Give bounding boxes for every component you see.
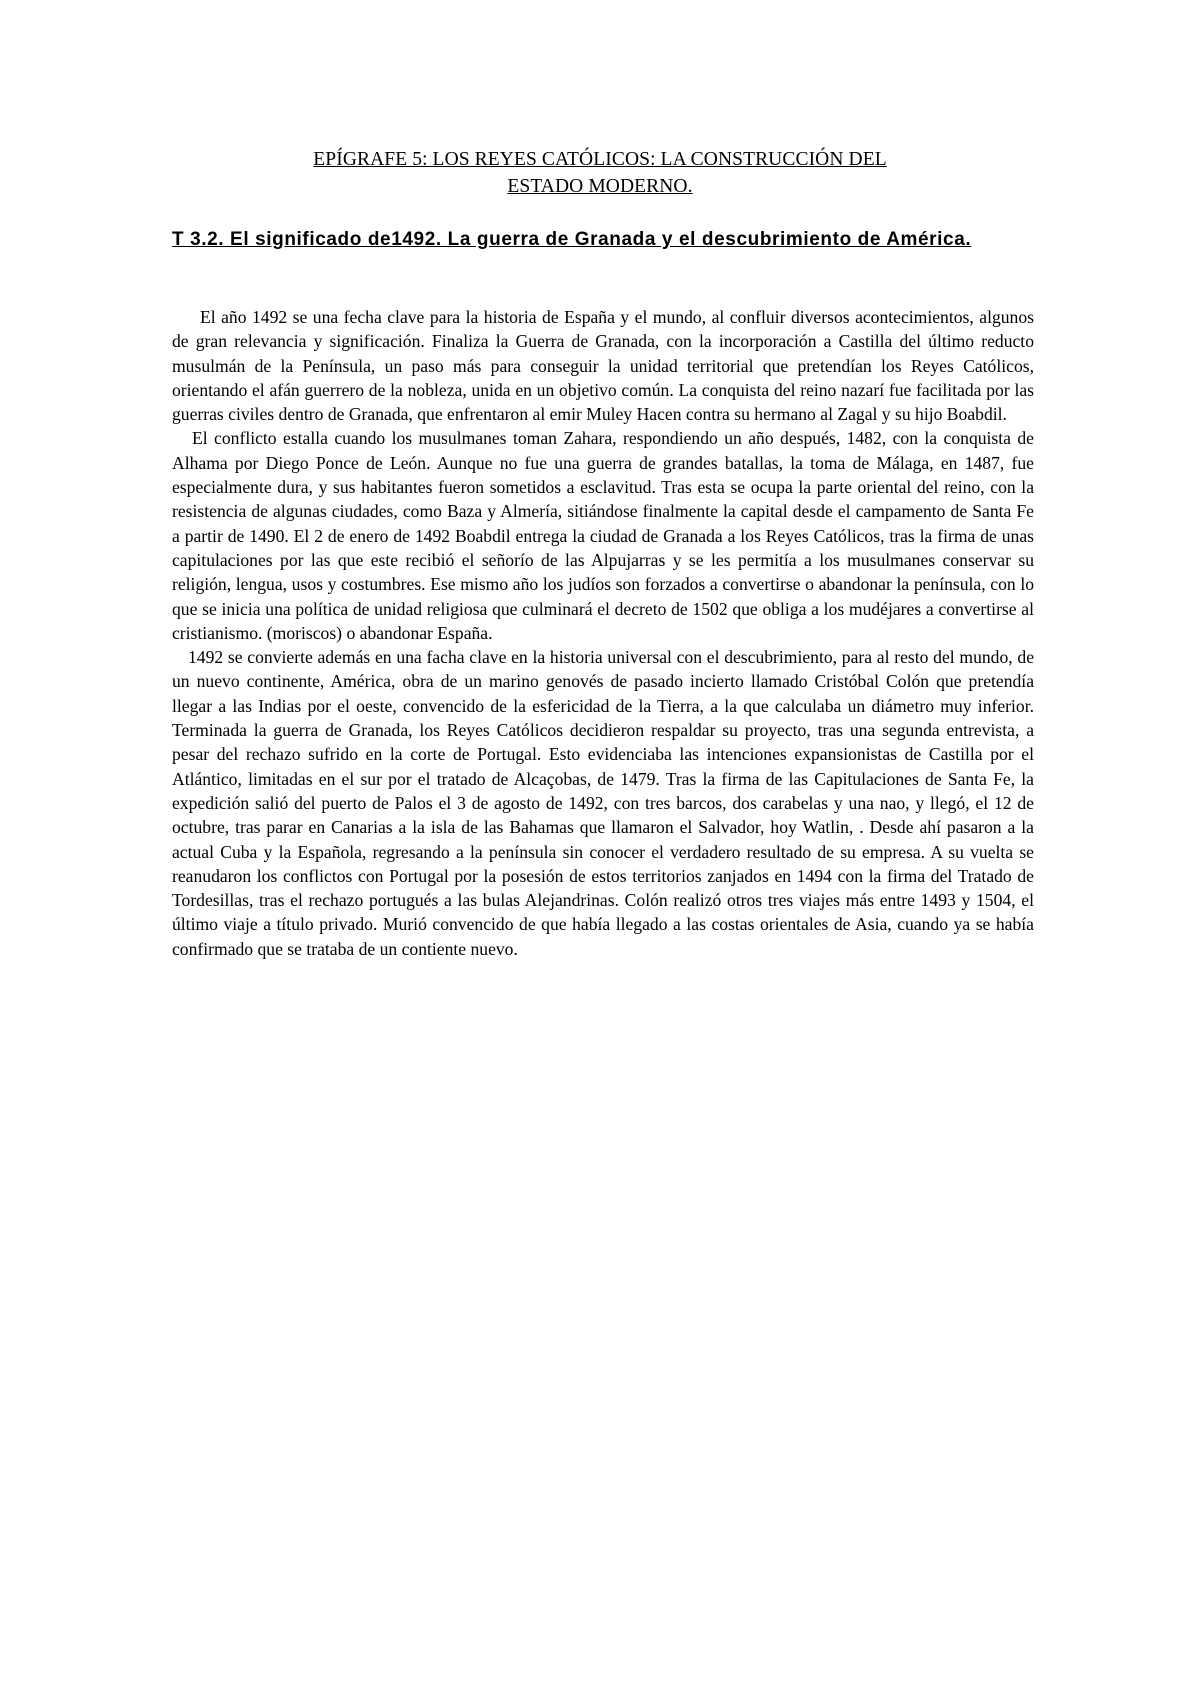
paragraph-2: El conflicto estalla cuando los musulmanes toman Zahara, respondiendo un año después, 1482, con la conquista de Alhama por Diego Ponce de León. Aunque no fue una guerra de grandes batallas, la toma de Málaga, en 1487, fue especialmente dura, y sus habitantes fueron sometidos a esclavitud. Tras esta se ocupa la parte oriental del reino, con la resistencia de algunas ciudades, como Baza y Almería, sitiándose finalmente la capital desde el campamento de Santa Fe a partir de 1490. El 2 de enero de 1492 Boabdil entrega la ciudad de Granada a los Reyes Católicos, tras la firma de unas capitulaciones por las que este recibió el señorío de las Alpujarras y se les permitía a los musulmanes conservar su religión, lengua, usos y costumbres. Ese mismo año los judíos son forzados a convertirse o abandonar la península, con lo que se inicia una política de unidad religiosa que culminará el decreto de 1502 que obliga a los mudéjares a convertirse al cristianismo. (moriscos) o abandonar España. [172, 428, 1034, 643]
section-heading: T 3.2. El significado de1492. La guerra de Granada y el descubrimiento de América. [172, 229, 972, 250]
document-body [172, 305, 1034, 961]
title-line-2: ESTADO MODERNO. [507, 176, 693, 197]
paragraph-3: 1492 se convierte además en una facha clave en la historia universal con el descubrimiento, para al resto del mundo, de un nuevo continente, América, obra de un marino genovés de pasado incierto llamado Cristóbal Colón que pretendía llegar a las Indias por el oeste, convencido de la esfericidad de la Tierra, a la que calculaba un diámetro muy inferior. Terminada la guerra de Granada, los Reyes Católicos decidieron respaldar su proyecto, tras una segunda entrevista, a pesar del rechazo sufrido en la corte de Portugal. Esto evidenciaba las intenciones expansionistas de Castilla por el Atlántico, limitadas en el sur por el tratado de Alcaçobas, de 1479. Tras la firma de las Capitulaciones de Santa Fe, la expedición salió del puerto de Palos el 3 de agosto de 1492, con tres barcos, dos carabelas y una nao, y llegó, el 12 de octubre, tras parar en Canarias a la isla de las Bahamas que llamaron el Salvador, hoy Watlin, . Desde ahí pasaron a la actual Cuba y la Española, regresando a la península sin conocer el verdadero resultado de su empresa. A su vuelta se reanudaron los conflictos con Portugal por la posesión de estos territorios zanjados en 1494 con la firma del Tratado de Tordesillas, tras el rechazo portugués a las bulas Alejandrinas. Colón realizó otros tres viajes más entre 1493 y 1504, el último viaje a título privado. Murió convencido de que había llegado a las costas orientales de Asia, cuando ya se había confirmado que se trataba de un contiente nuevo. [172, 647, 1034, 959]
title-line-1: EPÍGRAFE 5: LOS REYES CATÓLICOS: LA CONSTRUCCIÓN DEL [313, 149, 887, 170]
document-title [160, 146, 1040, 200]
paragraph-1: El año 1492 se una fecha clave para la historia de España y el mundo, al confluir diversos acontecimientos, algunos de gran relevancia y significación. Finaliza la Guerra de Granada, con la incorporación a Castilla del último reducto musulmán de la Península, un paso más para conseguir la unidad territorial que pretendían los Reyes Católicos, orientando el afán guerrero de la nobleza, unida en un objetivo común. La conquista del reino nazarí fue facilitada por las guerras civiles dentro de Granada, que enfrentaron al emir Muley Hacen contra su hermano al Zagal y su hijo Boabdil. [172, 307, 1034, 425]
